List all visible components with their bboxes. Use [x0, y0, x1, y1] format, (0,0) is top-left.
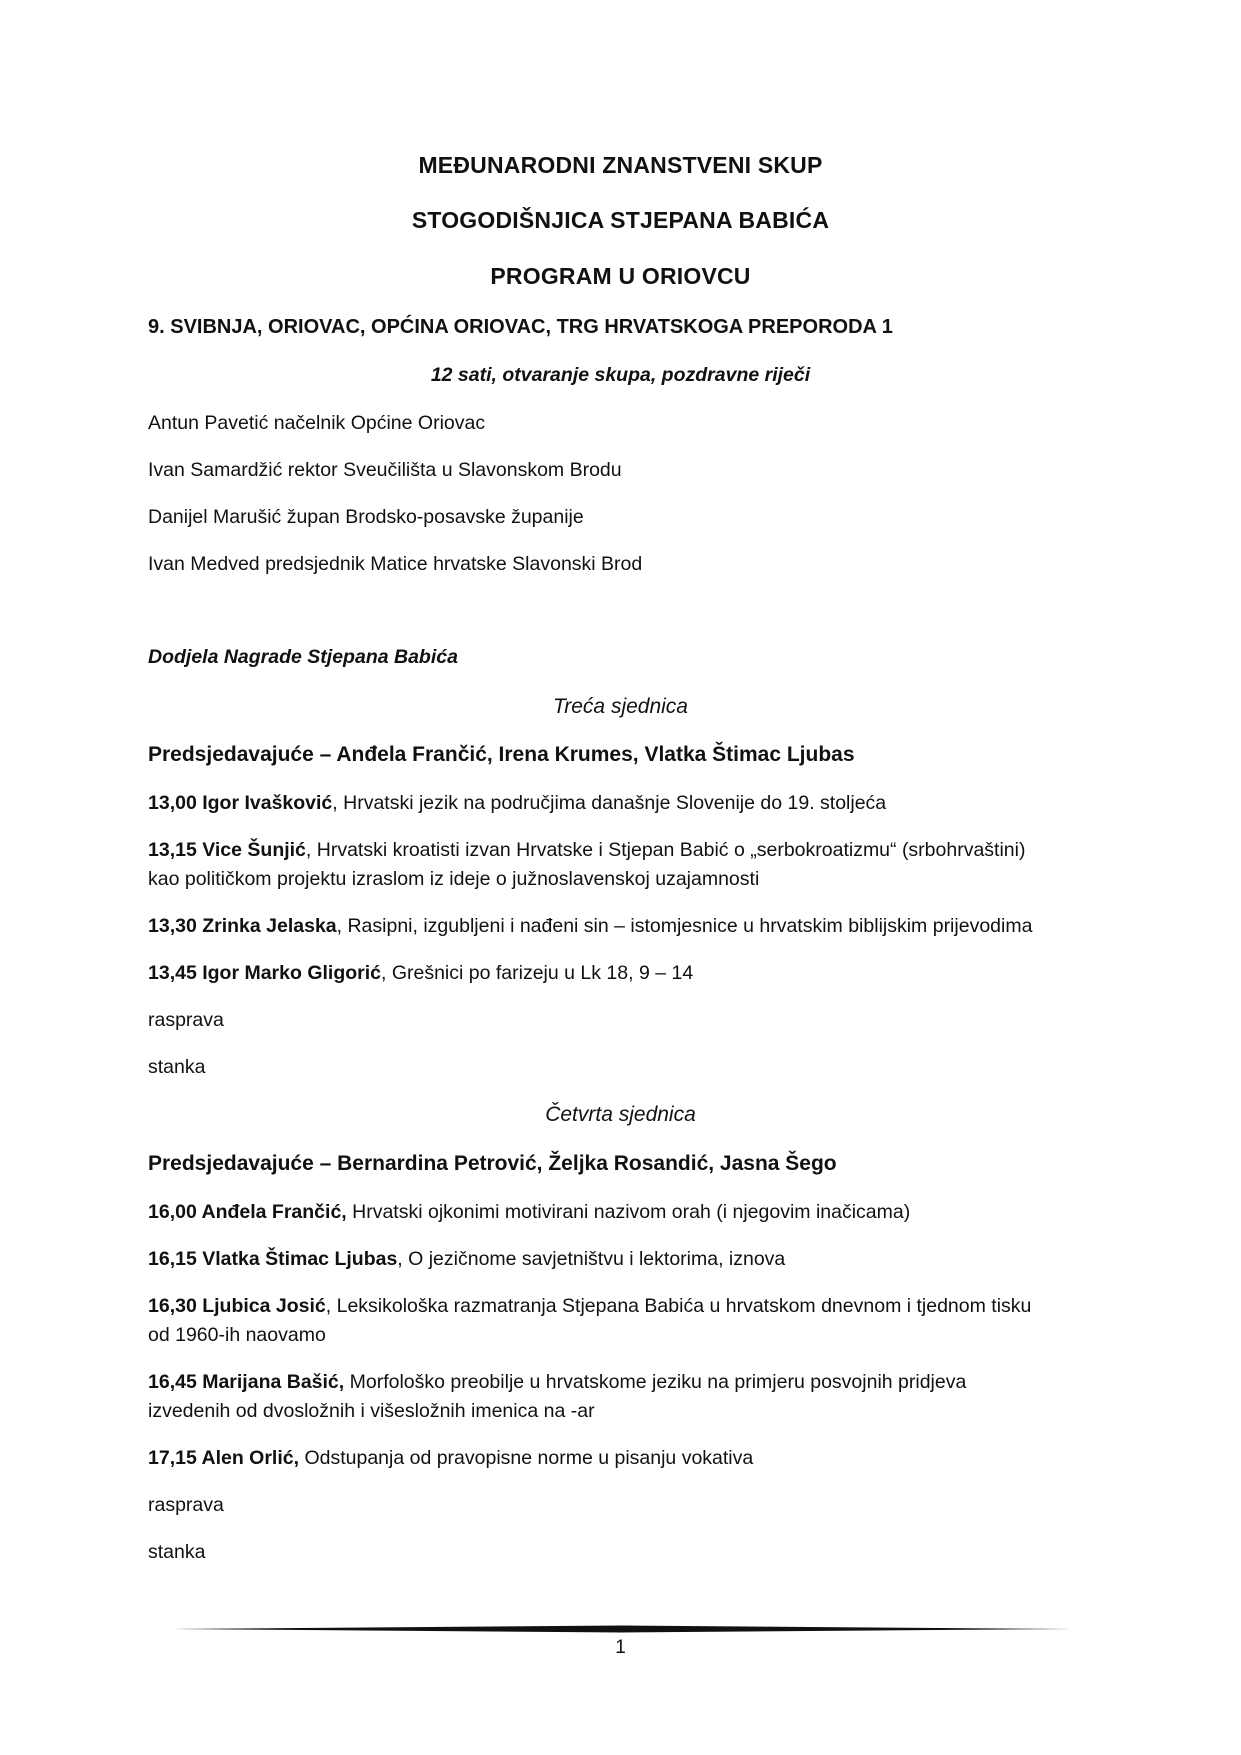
talk-time-speaker: 13,30 Zrinka Jelaska	[148, 915, 337, 937]
discussion-label: rasprava	[148, 1494, 224, 1516]
talk-title: Odstupanja od pravopisne norme u pisanju vokativa	[299, 1447, 754, 1469]
footer-separator	[172, 1625, 1072, 1633]
talk-entry	[148, 1292, 1108, 1321]
opening-time-line: 12 sati, otvaranje skupa, pozdravne riječi	[430, 364, 811, 386]
talk-time-speaker: 16,30 Ljubica Josić	[148, 1295, 326, 1317]
talk-time-speaker: 13,45 Igor Marko Gligorić	[148, 962, 381, 984]
talk-entry	[148, 1198, 1108, 1227]
talk-time-speaker: 17,15 Alen Orlić,	[148, 1447, 300, 1469]
session-3-chairs: Predsjedavajuće – Anđela Frančić, Irena Krumes, Vlatka Štimac Ljubas	[148, 743, 855, 766]
talk-title: , Grešnici po farizeju u Lk 18, 9 – 14	[381, 962, 694, 984]
page-number: 1	[615, 1637, 626, 1658]
talk-title: , Hrvatski kroatisti izvan Hrvatske i Stjepan Babić o „serbokroatizmu“ (srbohrvaštini)	[305, 839, 1026, 861]
talk-entry	[148, 789, 1108, 818]
opening-speaker: Danijel Marušić župan Brodsko-posavske županije	[148, 506, 584, 528]
talk-title: , Rasipni, izgubljeni i nađeni sin – istomjesnice u hrvatskim biblijskim prijevodima	[336, 915, 1033, 937]
talk-title-continuation: od 1960-ih naovamo	[148, 1324, 326, 1346]
talk-title-continuation: izvedenih od dvosložnih i višesložnih imenica na -ar	[148, 1400, 595, 1422]
award-heading: Dodjela Nagrade Stjepana Babića	[148, 646, 458, 668]
talk-time-speaker: 16,15 Vlatka Štimac Ljubas	[148, 1248, 398, 1270]
session-4-title: Četvrta sjednica	[545, 1103, 696, 1126]
discussion-label: rasprava	[148, 1009, 224, 1031]
talk-entry	[148, 959, 1108, 988]
date-location-heading: 9. SVIBNJA, ORIOVAC, OPĆINA ORIOVAC, TRG HRVATSKOGA PREPORODA 1	[148, 316, 893, 338]
talk-time-speaker: 16,00 Anđela Frančić,	[148, 1201, 347, 1223]
talk-entry	[148, 912, 1108, 941]
talk-entry	[148, 836, 1108, 865]
opening-speaker: Ivan Samardžić rektor Sveučilišta u Slavonskom Brodu	[148, 459, 622, 481]
break-label: stanka	[148, 1541, 206, 1563]
opening-speaker: Ivan Medved predsjednik Matice hrvatske Slavonski Brod	[148, 553, 643, 575]
session-4-chairs: Predsjedavajuće – Bernardina Petrović, Željka Rosandić, Jasna Šego	[148, 1152, 837, 1175]
talk-title: , Hrvatski jezik na područjima današnje Slovenije do 19. stoljeća	[332, 792, 887, 814]
talk-time-speaker: 13,15 Vice Šunjić	[148, 839, 306, 861]
session-3-title: Treća sjednica	[552, 695, 688, 718]
talk-entry	[148, 1368, 1108, 1397]
talk-title-continuation: kao političkom projektu izraslom iz ideje o južnoslavenskoj uzajamnosti	[148, 868, 760, 890]
talk-title: Morfološko preobilje u hrvatskome jeziku na primjeru posvojnih pridjeva	[344, 1371, 967, 1393]
talk-entry	[148, 1245, 1108, 1274]
talk-time-speaker: 13,00 Igor Ivašković	[148, 792, 333, 814]
talk-title: Hrvatski ojkonimi motivirani nazivom orah (i njegovim inačicama)	[346, 1201, 911, 1223]
talk-entry	[148, 1444, 1108, 1473]
conference-title: MEĐUNARODNI ZNANSTVENI SKUP	[418, 152, 823, 178]
break-label: stanka	[148, 1056, 206, 1078]
conference-subtitle: STOGODIŠNJICA STJEPANA BABIĆA	[411, 207, 830, 233]
talk-title: , Leksikološka razmatranja Stjepana Babića u hrvatskom dnevnom i tjednom tisku	[325, 1295, 1032, 1317]
talk-time-speaker: 16,45 Marijana Bašić,	[148, 1371, 345, 1393]
opening-speaker: Antun Pavetić načelnik Općine Oriovac	[148, 412, 486, 434]
program-title: PROGRAM U ORIOVCU	[490, 263, 751, 289]
talk-title: , O jezičnome savjetništvu i lektorima, iznova	[397, 1248, 786, 1270]
